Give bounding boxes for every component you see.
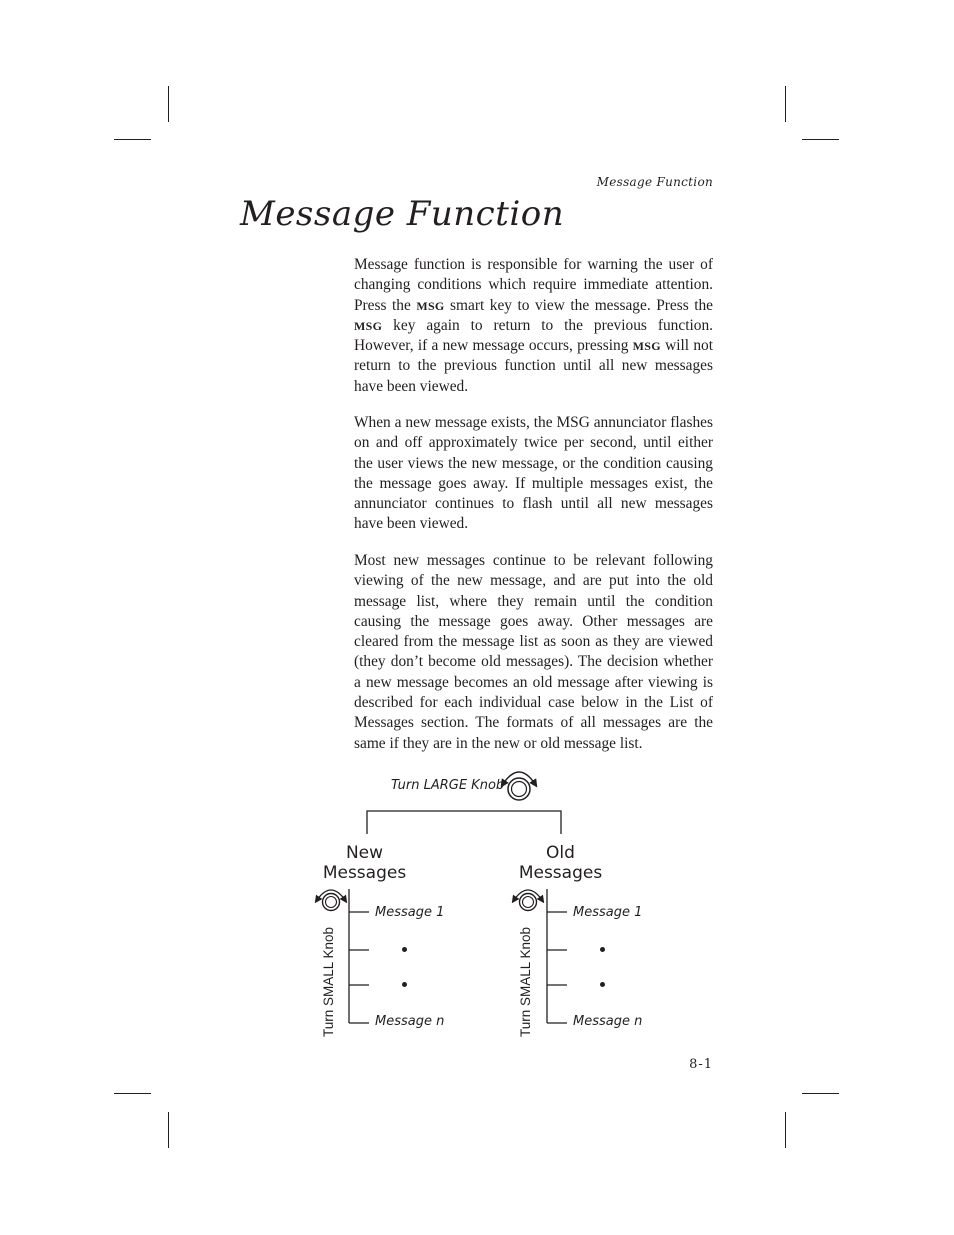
new-messages-title xyxy=(312,843,417,883)
group-title-line: Messages xyxy=(322,863,407,883)
ellipsis-dots-icon xyxy=(402,982,407,987)
old-messages-title xyxy=(508,843,613,883)
page-title: Message Function xyxy=(240,194,565,234)
tree-line xyxy=(547,912,567,1023)
rotary-knob-icon xyxy=(514,890,542,911)
tree-line xyxy=(349,912,369,1023)
list-item-last: Message n xyxy=(375,1014,445,1029)
ellipsis-dots-icon xyxy=(600,947,605,952)
text-run: key again to return to the previous function. However, if a new message occurs, pressing xyxy=(354,316,713,355)
text-run: Message function is responsible for warning the user of changing conditions which require immediate attention. Press the xyxy=(354,256,713,314)
msg-key-label: MSG xyxy=(416,298,445,313)
list-item-last: Message n xyxy=(573,1014,643,1029)
ellipsis-dots-icon xyxy=(402,947,407,952)
list-item-first: Message 1 xyxy=(375,905,445,920)
rotary-knob-icon xyxy=(503,772,535,800)
page-number: 8-1 xyxy=(689,1057,713,1072)
group-title-line: New xyxy=(345,843,384,863)
small-knob-label: Turn SMALL Knob xyxy=(321,926,336,1037)
paragraph-message-lists: Most new messages continue to be relevant following viewing of the new message, and are put into the old message list, where they remain until the condition causing the message goes away. Other messages are cleared from the message list as soon as they are viewed (they don’t become old messages). The decision whether a new message becomes an old message after viewing is described for each individual case below in the List of Messages section. The formats of all messages are the same if they are in the new or old message list. xyxy=(354,552,713,752)
bracket-line xyxy=(367,811,561,834)
msg-key-label: MSG xyxy=(354,318,383,333)
text-run: will not return to the previous function until all new messages have been viewed. xyxy=(354,337,713,395)
text-run: smart key to view the message. Press the xyxy=(444,296,713,314)
group-title-line: Messages xyxy=(518,863,603,883)
msg-key-label: MSG xyxy=(632,339,661,354)
list-item-first: Message 1 xyxy=(573,905,643,920)
paragraph-annunciator: When a new message exists, the MSG annunciator flashes on and off approximately twice per second, until either the user views the new message, or the condition causing the message goes away. If multiple messages exist, the annunciator continues to flash until all new messages have been viewed. xyxy=(354,414,713,533)
small-knob-label: Turn SMALL Knob xyxy=(518,926,533,1037)
large-knob-label: Turn LARGE Knob xyxy=(391,778,505,793)
group-title-line: Old xyxy=(546,843,575,863)
ellipsis-dots-icon xyxy=(600,982,605,987)
running-head: Message Function xyxy=(596,175,713,189)
rotary-knob-icon xyxy=(317,890,345,911)
